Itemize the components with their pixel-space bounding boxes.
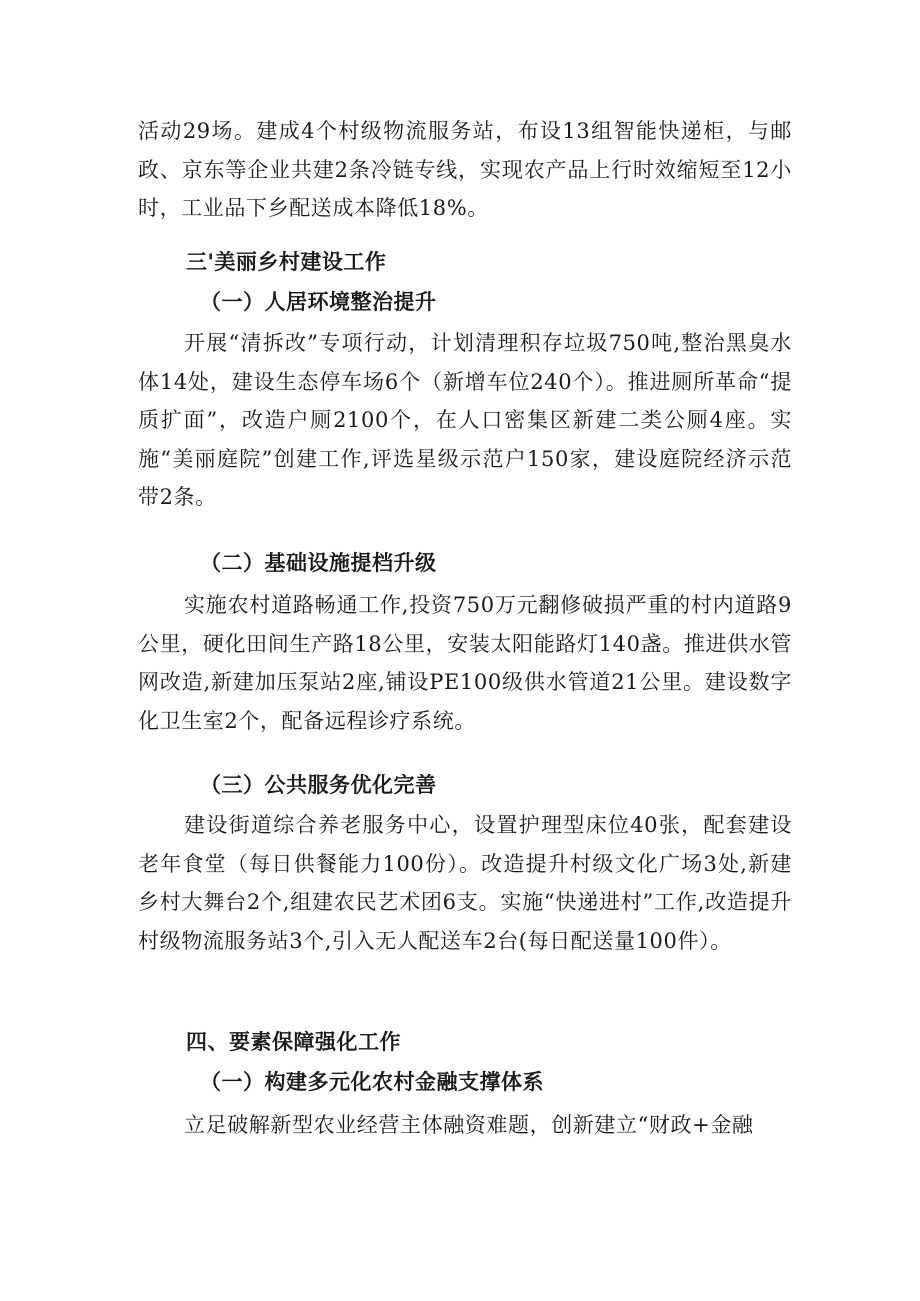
- paragraph-living-environment: 开展“清拆改”专项行动，计划清理积存垃圾750吨,整治黑臭水体14处，建设生态停车场6个（新增车位240个）。推进厕所革命“提质扩面”，改造户厕2100个，在人口密集区新建二类公厕4座。实施“美丽庭院”创建工作,评选星级示范户150家，建设庭院经济示范带2条。: [138, 331, 792, 509]
- subsection-heading-infrastructure: （二）基础设施提档升级: [200, 551, 437, 575]
- subsection-heading-living-environment: （一）人居环境整治提升: [200, 290, 437, 314]
- subsection-heading-public-services: （三）公共服务优化完善: [200, 773, 437, 797]
- section-heading-beautiful-village: 三'美丽乡村建设工作: [186, 250, 387, 274]
- paragraph-public-services: 建设街道综合养老服务中心，设置护理型床位40张，配套建设老年食堂（每日供餐能力100份）。改造提升村级文化广场3处,新建乡村大舞台2个,组建农民艺术团6支。实施“快递进村”工作,改造提升村级物流服务站3个,引入无人配送车2台(每日配送量100件）。: [138, 813, 792, 953]
- paragraph-logistics-continued: 活动29场。建成4个村级物流服务站，布设13组智能快递柜，与邮政、京东等企业共建2条冷链专线，实现农产品上行时效缩短至12小时，工业品下乡配送成本降低18%。: [138, 119, 792, 220]
- subsection-heading-rural-finance: （一）构建多元化农村金融支撑体系: [200, 1070, 544, 1094]
- section-heading-factor-guarantee: 四、要素保障强化工作: [186, 1030, 401, 1054]
- paragraph-infrastructure: 实施农村道路畅通工作,投资750万元翻修破损严重的村内道路9公里，硬化田间生产路18公里，安装太阳能路灯140盏。推进供水管网改造,新建加压泵站2座,铺设PE100级供水管道21公里。建设数字化卫生室2个，配备远程诊疗系统。: [138, 593, 792, 733]
- paragraph-rural-finance: 立足破解新型农业经营主体融资难题，创新建立“财政+金融: [184, 1113, 754, 1137]
